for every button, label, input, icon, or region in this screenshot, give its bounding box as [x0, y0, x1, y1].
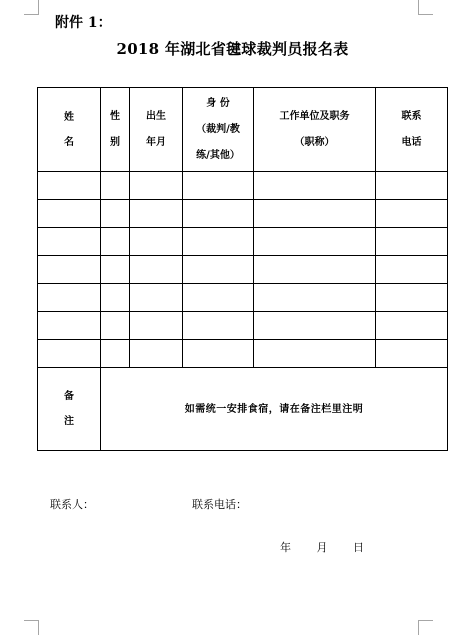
date-label: 年 月 日 — [280, 541, 364, 554]
remark-text[interactable]: 如需统一安排食宿，请在备注栏里注明 — [101, 368, 448, 451]
header-identity — [183, 88, 254, 172]
table-row — [38, 312, 448, 340]
crop-mark-top-left — [24, 0, 39, 15]
cell-name-input[interactable] — [38, 172, 101, 200]
remark-row — [38, 368, 448, 451]
cell-name-input[interactable] — [38, 228, 101, 256]
page-title: 2018 年湖北省毽球裁判员报名表 — [116, 40, 349, 58]
header-phone-line2: 电话 — [401, 136, 422, 148]
cell-phone-input[interactable] — [376, 284, 448, 312]
remark-label: 备 注 — [38, 368, 101, 451]
cell-phone-input[interactable] — [376, 312, 448, 340]
header-birth-line1: 出生 — [146, 110, 166, 122]
header-phone-line1: 联系 — [401, 110, 422, 122]
table-header-row — [38, 88, 448, 172]
table-row — [38, 284, 448, 312]
cell-name-input[interactable] — [38, 340, 101, 368]
cell-identity-input[interactable] — [183, 200, 254, 228]
cell-birth-input[interactable] — [130, 200, 183, 228]
cell-phone-input[interactable] — [376, 228, 448, 256]
cell-identity-input[interactable] — [183, 172, 254, 200]
cell-birth-input[interactable] — [130, 340, 183, 368]
crop-mark-bottom-right — [418, 620, 433, 635]
header-work-line2: （职称） — [294, 136, 335, 148]
cell-birth-input[interactable] — [130, 256, 183, 284]
cell-phone-input[interactable] — [376, 200, 448, 228]
cell-gender-input[interactable] — [101, 340, 130, 368]
cell-work-input[interactable] — [254, 172, 376, 200]
cell-identity-input[interactable] — [183, 284, 254, 312]
cell-name-input[interactable] — [38, 312, 101, 340]
header-gender-line1: 性 — [110, 110, 120, 122]
cell-phone-input[interactable] — [376, 172, 448, 200]
cell-identity-input[interactable] — [183, 340, 254, 368]
cell-name-input[interactable] — [38, 284, 101, 312]
header-name: 姓 名 — [38, 88, 101, 172]
cell-phone-input[interactable] — [376, 256, 448, 284]
table-row — [38, 228, 448, 256]
cell-gender-input[interactable] — [101, 172, 130, 200]
cell-gender-input[interactable] — [101, 284, 130, 312]
header-work-line1: 工作单位及职务 — [279, 110, 350, 122]
header-birth-line2: 年月 — [146, 136, 166, 148]
registration-table — [37, 87, 448, 451]
header-birth — [130, 88, 183, 172]
table-row — [38, 256, 448, 284]
header-phone — [376, 88, 448, 172]
contact-phone-label: 联系电话： — [192, 498, 247, 511]
cell-work-input[interactable] — [254, 200, 376, 228]
cell-identity-input[interactable] — [183, 256, 254, 284]
cell-work-input[interactable] — [254, 312, 376, 340]
cell-work-input[interactable] — [254, 228, 376, 256]
cell-name-input[interactable] — [38, 256, 101, 284]
header-gender-line2: 别 — [110, 136, 120, 148]
header-identity-line2: （裁判/教 — [196, 123, 240, 135]
crop-mark-bottom-left — [24, 620, 39, 635]
table-row — [38, 340, 448, 368]
header-gender — [101, 88, 130, 172]
cell-gender-input[interactable] — [101, 200, 130, 228]
cell-phone-input[interactable] — [376, 340, 448, 368]
cell-gender-input[interactable] — [101, 256, 130, 284]
cell-birth-input[interactable] — [130, 284, 183, 312]
cell-gender-input[interactable] — [101, 228, 130, 256]
header-identity-line3: 练/其他） — [196, 149, 240, 161]
cell-name-input[interactable] — [38, 200, 101, 228]
cell-birth-input[interactable] — [130, 312, 183, 340]
cell-work-input[interactable] — [254, 340, 376, 368]
table-row — [38, 200, 448, 228]
cell-work-input[interactable] — [254, 256, 376, 284]
crop-mark-top-right — [418, 0, 433, 15]
header-identity-line1: 身 份 — [206, 97, 230, 109]
cell-work-input[interactable] — [254, 284, 376, 312]
contact-person-label: 联系人： — [50, 498, 94, 511]
header-work — [254, 88, 376, 172]
table-row — [38, 172, 448, 200]
cell-identity-input[interactable] — [183, 228, 254, 256]
cell-gender-input[interactable] — [101, 312, 130, 340]
cell-birth-input[interactable] — [130, 172, 183, 200]
cell-birth-input[interactable] — [130, 228, 183, 256]
attachment-label: 附件 1： — [55, 15, 112, 31]
cell-identity-input[interactable] — [183, 312, 254, 340]
